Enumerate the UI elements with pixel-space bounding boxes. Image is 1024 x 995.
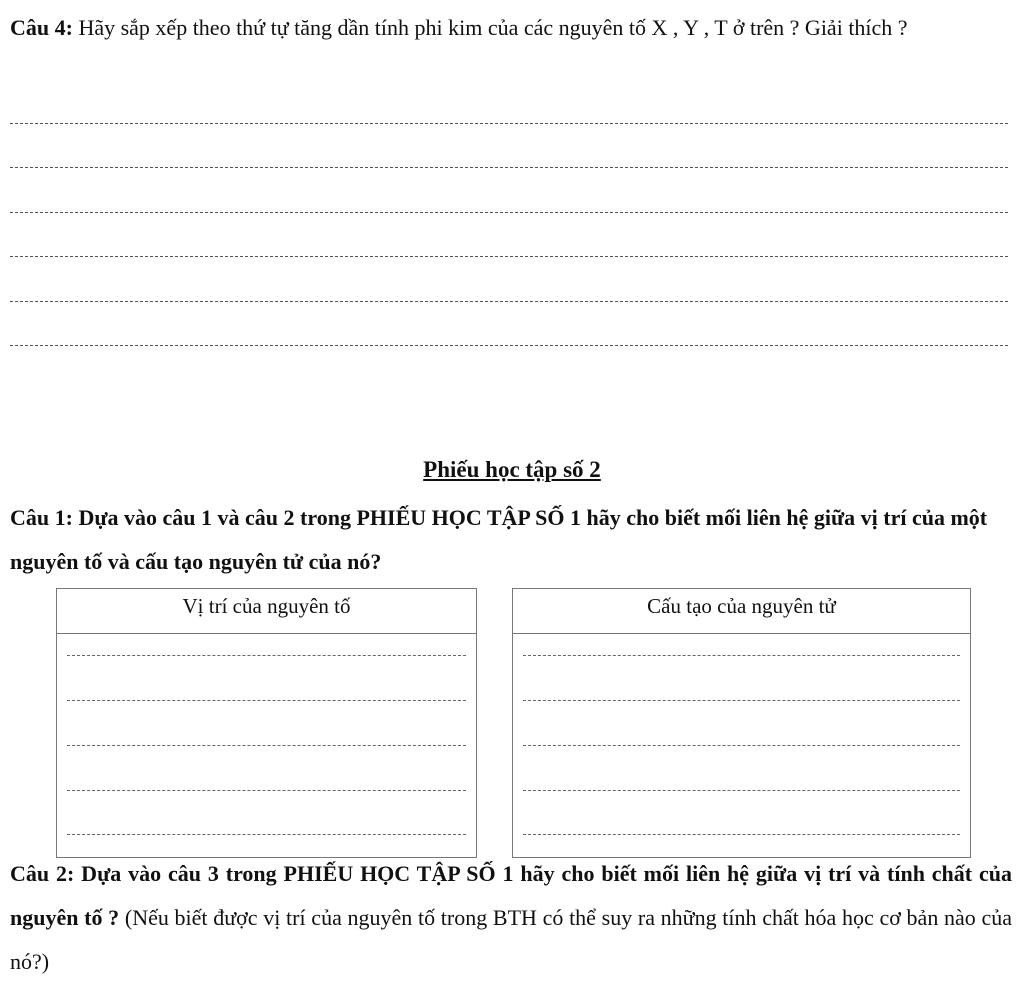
question-4-label: Câu 4: [10,15,73,40]
answer-dotted-line [10,301,1008,302]
answer-dotted-line [67,655,466,656]
answer-dotted-line [10,256,1008,257]
answer-dotted-line [523,745,960,746]
question-1: Câu 1: Dựa vào câu 1 và câu 2 trong PHIẾU HỌC TẬP SỐ 1 hãy cho biết mối liên hệ giữa vị trí của một nguyên tố và cấu tạo nguyên tử của nó? [10,505,988,574]
answer-dotted-line [523,700,960,701]
answer-dotted-line [10,167,1008,168]
answer-dotted-line [67,834,466,835]
answer-dotted-line [10,212,1008,213]
question-2-note: (Nếu biết được vị trí của nguyên tố trong BTH có thể suy ra những tính chất hóa học cơ bản nào của nó?) [10,905,1012,974]
question-2 [10,852,1012,984]
question-4-text: Hãy sắp xếp theo thứ tự tăng dần tính phi kim của các nguyên tố X , Y , T ở trên ? Giải thích ? [72,15,908,40]
position-column [56,588,477,858]
position-column-header: Vị trí của nguyên tố [57,589,476,634]
answer-dotted-line [67,700,466,701]
question-4 [10,6,1012,50]
answer-dotted-line [10,345,1008,346]
worksheet-title: Phiếu học tập số 2 [423,457,601,482]
answer-dotted-line [10,123,1008,124]
answer-dotted-line [523,834,960,835]
answer-dotted-line [67,745,466,746]
answer-dotted-line [523,790,960,791]
structure-column-header: Cấu tạo của nguyên tử [513,589,970,634]
answer-dotted-line [67,790,466,791]
question-2-lead: Câu 2: Dựa vào câu 3 trong PHIẾU HỌC TẬP SỐ 1 hãy cho biết mối liên hệ giữa vị trí và tính chất của nguyên tố ? [10,861,1012,930]
structure-column [512,588,971,858]
answer-dotted-line [523,655,960,656]
